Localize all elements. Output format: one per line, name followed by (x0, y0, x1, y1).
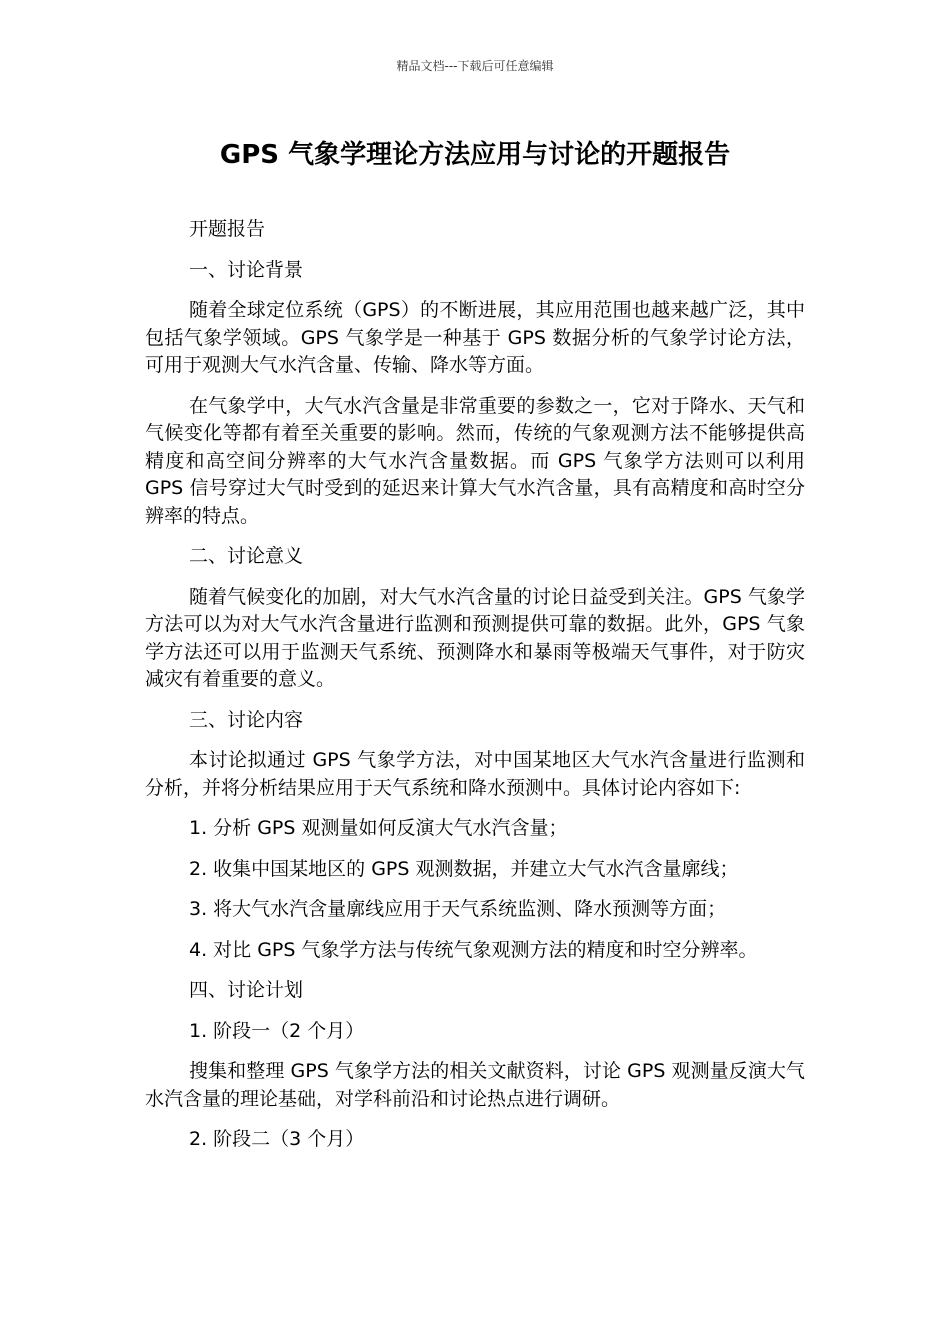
section-heading-significance: 二、讨论意义 (189, 545, 304, 567)
document-title: GPS 气象学理论方法应用与讨论的开题报告 (219, 140, 731, 170)
plan-stage-heading: 2. 阶段二（3 个月） (189, 1128, 365, 1150)
list-item: 4. 对比 GPS 气象学方法与传统气象观测方法的精度和时空分辨率。 (189, 938, 758, 961)
header-note: 精品文档---下载后可任意编辑 (396, 59, 554, 73)
paragraph: 搜集和整理 GPS 气象学方法的相关文献资料，讨论 GPS 观测量反演大气水汽含量的理论基础，对学科前沿和讨论热点进行调研。 (145, 1060, 805, 1110)
paragraph: 本讨论拟通过 GPS 气象学方法，对中国某地区大气水汽含量进行监测和分析，并将分析结果应用于天气系统和降水预测中。具体讨论内容如下: (145, 749, 805, 799)
section-heading-background: 一、讨论背景 (189, 258, 304, 281)
plan-stage-heading: 1. 阶段一（2 个月） (189, 1019, 365, 1042)
paragraph: 在气象学中，大气水汽含量是非常重要的参数之一，它对于降水、天气和气候变化等都有着至关重要的影响。然而，传统的气象观测方法不能够提供高精度和高空间分辨率的大气水汽含量数据。而 GPS 气象学方法则可以利用 GPS 信号穿过大气时受到的延迟来计算大气水汽含量，具有高精度和高时空分辨率的特点。 (145, 394, 805, 527)
list-item: 1. 分析 GPS 观测量如何反演大气水汽含量； (189, 817, 568, 839)
list-item: 3. 将大气水汽含量廓线应用于天气系统监测、降水预测等方面； (189, 898, 727, 920)
paragraph: 随着气候变化的加剧，对大气水汽含量的讨论日益受到关注。GPS 气象学方法可以为对大气水汽含量进行监测和预测提供可靠的数据。此外，GPS 气象学方法还可以用于监测天气系统、预测降水和暴雨等极端天气事件，对于防灾减灾有着重要的意义。 (145, 585, 805, 690)
section-heading-content: 三、讨论内容 (189, 708, 304, 731)
list-item: 2. 收集中国某地区的 GPS 观测数据，并建立大气水汽含量廓线； (189, 857, 739, 880)
paragraph: 随着全球定位系统（GPS）的不断进展，其应用范围也越来越广泛，其中包括气象学领域。GPS 气象学是一种基于 GPS 数据分析的气象学讨论方法，可用于观测大气水汽含量、传输、降水等方面。 (145, 299, 805, 376)
report-label: 开题报告 (189, 218, 266, 240)
section-heading-plan: 四、讨论计划 (189, 979, 304, 1001)
document-body (145, 216, 805, 1167)
